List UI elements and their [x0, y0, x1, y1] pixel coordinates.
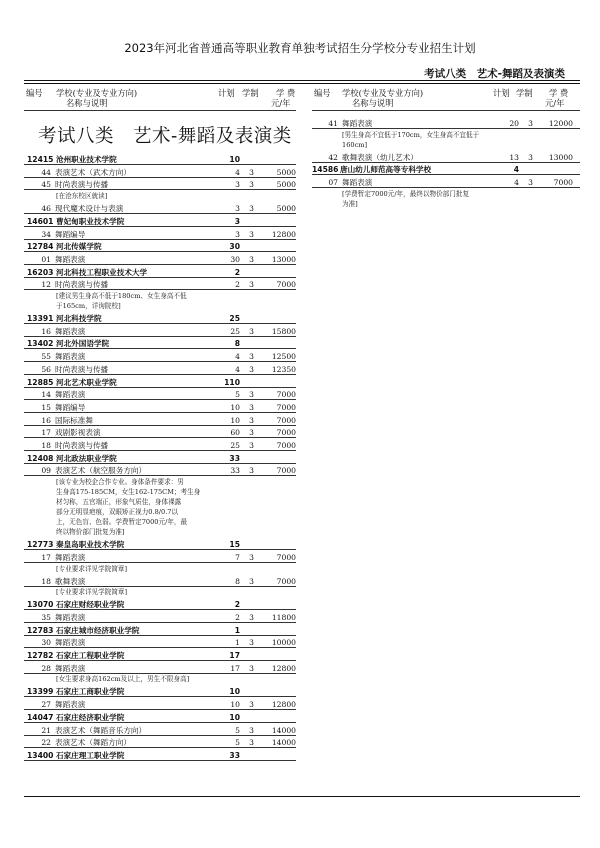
major-code: 34	[41, 229, 51, 239]
tuition-fee: 7000	[276, 415, 296, 425]
major-name: 舞蹈表演	[55, 663, 86, 673]
plan-count: 33	[230, 466, 240, 476]
duration: 3	[249, 402, 254, 412]
row-divider	[24, 463, 296, 464]
requirement-note: [学费暂定7000元/年，最终以物价部门批复 为准]	[342, 189, 470, 208]
major-code: 14	[41, 390, 51, 400]
major-code: 07	[328, 178, 338, 188]
requirement-note: [该专业为校企合作专业。身体条件要求：男 生身高175-185CM，女生162-175CM；考生身 材匀称，五官端正，形象气质佳，身体裸露 部分无明显疤痕，双眼矫正视力0.8/0.7以 上，无色盲、色弱。学费暂定7000元/年，最 终以物价部门批复为准]	[56, 478, 201, 537]
col-duration-label: 学制	[516, 88, 533, 98]
major-name: 时尚表演与传播	[55, 364, 109, 374]
duration: 3	[249, 638, 254, 648]
duration: 3	[249, 552, 254, 562]
school-code: 14047	[27, 712, 54, 722]
col-fee-unit-label: 元/年	[545, 98, 565, 108]
col-fee-unit-label: 元/年	[271, 98, 291, 108]
plan-count: 4	[235, 167, 240, 177]
row-divider	[24, 696, 296, 697]
plan-count: 30	[230, 254, 240, 264]
major-code: 21	[41, 725, 51, 735]
row-divider	[24, 277, 296, 278]
school-name: 石家庄理工职业学院	[56, 750, 125, 760]
major-code: 16	[41, 326, 51, 336]
tuition-fee: 7000	[276, 466, 296, 476]
plan-count: 5	[235, 738, 240, 748]
school-name: 曹妃甸职业技术学院	[56, 216, 125, 226]
tuition-fee: 13000	[548, 152, 573, 162]
row-divider	[24, 399, 296, 400]
major-name: 表演艺术（舞蹈方向）	[55, 738, 131, 748]
plan-count: 8	[234, 339, 240, 349]
major-code: 41	[328, 119, 338, 128]
plan-count: 3	[235, 180, 240, 190]
tuition-fee: 14000	[271, 738, 296, 748]
school-code: 16203	[27, 267, 54, 277]
major-code: 30	[41, 638, 51, 648]
duration: 3	[249, 229, 254, 239]
tuition-fee: 12800	[271, 229, 296, 239]
school-code: 12783	[27, 625, 54, 635]
document-title: 2023年河北省普通高等职业教育单独考试招生分学校分专业招生计划	[124, 41, 476, 55]
row-divider	[24, 450, 296, 451]
col-fee-label: 学 费	[549, 88, 569, 98]
major-code: 17	[41, 428, 51, 438]
duration: 3	[249, 441, 254, 450]
row-divider	[312, 174, 580, 175]
plan-count: 1	[235, 638, 240, 648]
duration: 3	[249, 738, 254, 748]
plan-count: 4	[235, 364, 240, 374]
col-duration-label: 学制	[242, 88, 259, 98]
plan-count: 8	[235, 576, 240, 586]
section-title: 考试八类 艺术-舞蹈及表演类	[38, 126, 292, 147]
footer-rule	[24, 796, 580, 797]
school-name: 河北科技工程职业技术大学	[56, 267, 148, 277]
major-name: 舞蹈表演	[55, 552, 86, 562]
plan-count: 30	[229, 242, 240, 252]
school-code: 13402	[27, 339, 54, 349]
col-school-label: 学校(专业及专业方向)	[56, 88, 138, 98]
plan-count: 33	[229, 750, 240, 760]
duration: 3	[249, 280, 254, 290]
row-divider	[24, 374, 296, 375]
major-name: 时尚表演与传播	[55, 441, 109, 450]
tuition-fee: 7000	[276, 402, 296, 412]
major-code: 01	[41, 254, 51, 264]
major-name: 舞蹈编导	[55, 229, 86, 239]
major-name: 表演艺术（武术方向）	[55, 167, 131, 177]
plan-count: 60	[230, 428, 240, 438]
plan-count: 1	[234, 625, 240, 635]
major-name: 舞蹈表演	[342, 119, 373, 128]
major-code: 17	[41, 552, 51, 562]
duration: 3	[249, 180, 254, 190]
row-divider	[24, 609, 296, 610]
row-divider	[24, 251, 296, 252]
plan-count: 3	[235, 204, 240, 214]
tuition-fee: 7000	[276, 280, 296, 290]
row-divider	[24, 239, 296, 240]
row-divider	[24, 361, 296, 362]
school-code: 12885	[27, 377, 54, 387]
requirement-note: [女生要求身高162cm及以上，男生不限身高]	[56, 675, 190, 684]
duration: 3	[249, 466, 254, 476]
school-name: 唐山幼儿师范高等专科学校	[340, 165, 432, 175]
tuition-fee: 7000	[553, 178, 573, 188]
col-name-label: 名称与说明	[66, 98, 108, 108]
major-name: 歌舞表演	[55, 576, 86, 586]
row-divider	[24, 336, 296, 337]
tuition-fee: 7000	[276, 552, 296, 562]
plan-count: 10	[230, 415, 240, 425]
row-divider	[24, 709, 296, 710]
header-rule	[24, 80, 580, 81]
plan-count: 4	[513, 165, 519, 175]
major-name: 表演艺术（航空服务方向）	[55, 466, 147, 476]
school-name: 石家庄城市经济职业学院	[56, 625, 140, 635]
duration: 3	[249, 254, 254, 264]
major-name: 歌舞表演（幼儿艺术）	[342, 152, 418, 162]
requirement-note: [在沧东校区就读]	[56, 192, 108, 201]
tuition-fee: 5000	[276, 167, 296, 177]
school-name: 秦皇岛职业技术学院	[56, 540, 125, 550]
major-code: 28	[41, 663, 51, 673]
col-name-label: 名称与说明	[352, 98, 394, 108]
tuition-fee: 10000	[271, 638, 296, 648]
school-name: 石家庄工程职业学院	[56, 651, 125, 660]
major-code: 22	[41, 738, 51, 748]
major-code: 42	[328, 152, 338, 162]
row-divider	[24, 622, 296, 623]
plan-count: 10	[230, 700, 240, 710]
col-fee-label: 学 费	[276, 88, 296, 98]
row-divider	[24, 323, 296, 324]
major-code: 18	[41, 441, 51, 450]
row-divider	[24, 425, 296, 426]
right-header-rule	[312, 110, 580, 111]
row-divider	[24, 660, 296, 661]
row-divider	[24, 635, 296, 636]
major-code: 15	[41, 402, 51, 412]
plan-count: 25	[229, 314, 240, 323]
requirement-note: [建议男生身高不低于180cm、女生身高不低 于165cm，详询院校]	[56, 292, 187, 310]
duration: 3	[249, 326, 254, 336]
header-rule-thin	[24, 83, 580, 84]
major-code: 09	[41, 466, 51, 476]
tuition-fee: 14000	[271, 725, 296, 735]
col-plan-label: 计划	[218, 88, 235, 98]
duration: 3	[249, 428, 254, 438]
row-divider	[24, 437, 296, 438]
category-subheader: 考试八类 艺术-舞蹈及表演类	[424, 68, 565, 80]
plan-count: 10	[229, 687, 240, 697]
school-name: 河北外国语学院	[56, 339, 110, 349]
major-name: 舞蹈编导	[55, 402, 86, 412]
plan-count: 7	[235, 552, 240, 562]
duration: 3	[528, 152, 533, 162]
tuition-fee: 5000	[276, 180, 296, 190]
school-name: 河北科技学院	[56, 314, 102, 323]
school-code: 12784	[27, 242, 54, 252]
row-divider	[24, 213, 296, 214]
major-code: 56	[41, 364, 51, 374]
school-name: 石家庄工商职业学院	[56, 687, 125, 697]
tuition-fee: 12800	[271, 700, 296, 710]
duration: 3	[249, 612, 254, 622]
plan-count: 13	[509, 152, 519, 162]
tuition-fee: 12800	[271, 663, 296, 673]
school-code: 13391	[27, 314, 54, 323]
major-code: 18	[41, 576, 51, 586]
plan-count: 2	[234, 600, 240, 610]
major-name: 舞蹈表演	[55, 326, 86, 336]
plan-count: 2	[235, 280, 240, 290]
row-divider	[24, 264, 296, 265]
row-divider	[24, 226, 296, 227]
school-name: 河北艺术职业学院	[56, 377, 117, 387]
major-name: 舞蹈表演	[55, 254, 86, 264]
col-code-label: 编号	[26, 88, 43, 98]
plan-count: 33	[229, 453, 240, 463]
major-name: 表演艺术（舞蹈音乐方向）	[55, 725, 147, 735]
requirement-note: [专业要求详见学院简章]	[56, 564, 128, 573]
major-name: 舞蹈表演	[55, 390, 86, 400]
requirement-note: [男生身高不宜低于170cm，女生身高不宜低于 160cm]	[342, 130, 480, 149]
duration: 3	[249, 700, 254, 710]
major-name: 舞蹈表演	[55, 612, 86, 622]
row-divider	[24, 747, 296, 748]
major-name: 现代魔术设计与表演	[55, 204, 124, 214]
row-divider	[24, 348, 296, 349]
plan-count: 25	[230, 326, 240, 336]
plan-count: 110	[224, 377, 240, 387]
plan-count: 20	[509, 119, 519, 128]
duration: 3	[528, 178, 533, 188]
row-divider	[24, 387, 296, 388]
row-divider	[24, 722, 296, 723]
duration: 3	[249, 204, 254, 214]
plan-count: 17	[229, 651, 240, 660]
plan-count: 5	[235, 390, 240, 400]
tuition-fee: 7000	[276, 576, 296, 586]
major-code: 55	[41, 352, 51, 362]
plan-count: 4	[514, 178, 519, 188]
tuition-fee: 7000	[276, 441, 296, 450]
duration: 3	[249, 725, 254, 735]
plan-count: 5	[235, 725, 240, 735]
school-code: 14586	[312, 165, 339, 175]
duration: 3	[249, 167, 254, 177]
duration: 3	[249, 352, 254, 362]
tuition-fee: 11800	[271, 612, 296, 622]
requirement-note: [专业要求详见学院简章]	[56, 588, 128, 597]
plan-count: 25	[230, 441, 240, 450]
major-name: 舞蹈表演	[55, 352, 86, 362]
tuition-fee: 13000	[271, 254, 296, 264]
major-code: 44	[41, 167, 51, 177]
tuition-fee: 12500	[271, 352, 296, 362]
school-name: 河北传媒学院	[56, 242, 102, 252]
plan-count: 3	[234, 216, 240, 226]
school-code: 12415	[27, 155, 54, 164]
plan-count: 17	[230, 663, 240, 673]
plan-count: 15	[229, 540, 240, 550]
plan-count: 4	[235, 352, 240, 362]
tuition-fee: 7000	[276, 428, 296, 438]
major-name: 戏剧影视表演	[55, 428, 101, 438]
major-name: 舞蹈表演	[342, 178, 373, 188]
major-code: 12	[41, 280, 51, 290]
major-name: 时尚表演与传播	[55, 180, 109, 190]
major-code: 16	[41, 415, 51, 425]
duration: 3	[249, 390, 254, 400]
major-name: 国际标准舞	[55, 415, 93, 425]
school-name: 石家庄财经职业学院	[56, 600, 125, 610]
duration: 3	[249, 663, 254, 673]
major-name: 舞蹈表演	[55, 700, 86, 710]
tuition-fee: 12350	[271, 364, 296, 374]
col-code-label: 编号	[314, 88, 331, 98]
school-code: 12408	[27, 453, 54, 463]
school-code: 12773	[27, 540, 54, 550]
school-name: 河北政法职业学院	[56, 453, 117, 463]
plan-count: 2	[234, 267, 240, 277]
school-code: 13399	[27, 687, 54, 697]
plan-count: 2	[235, 612, 240, 622]
plan-count: 10	[229, 155, 240, 164]
school-name: 石家庄经济职业学院	[56, 712, 125, 722]
plan-count: 10	[229, 712, 240, 722]
plan-count: 10	[230, 402, 240, 412]
row-divider	[24, 735, 296, 736]
major-code: 27	[41, 700, 51, 710]
row-divider	[24, 412, 296, 413]
col-school-label: 学校(专业及专业方向)	[342, 88, 424, 98]
major-name: 舞蹈表演	[55, 638, 86, 648]
duration: 3	[528, 119, 533, 128]
major-code: 35	[41, 612, 51, 622]
tuition-fee: 12000	[548, 119, 573, 128]
row-divider	[24, 760, 296, 761]
school-code: 12782	[27, 651, 54, 660]
duration: 3	[249, 576, 254, 586]
duration: 3	[249, 364, 254, 374]
tuition-fee: 7000	[276, 390, 296, 400]
row-divider	[312, 162, 580, 163]
school-code: 13070	[27, 600, 54, 610]
school-name: 沧州职业技术学院	[56, 155, 117, 164]
row-divider	[24, 647, 296, 648]
major-code: 45	[41, 180, 51, 190]
school-code: 14601	[27, 216, 54, 226]
duration: 3	[249, 415, 254, 425]
plan-count: 3	[235, 229, 240, 239]
col-plan-label: 计划	[493, 88, 510, 98]
school-code: 13400	[27, 750, 54, 760]
tuition-fee: 15800	[271, 326, 296, 336]
major-name: 时尚表演与传播	[55, 280, 109, 290]
row-divider	[24, 549, 296, 550]
left-header-rule	[24, 110, 296, 111]
major-code: 46	[41, 204, 51, 214]
tuition-fee: 5000	[276, 204, 296, 214]
